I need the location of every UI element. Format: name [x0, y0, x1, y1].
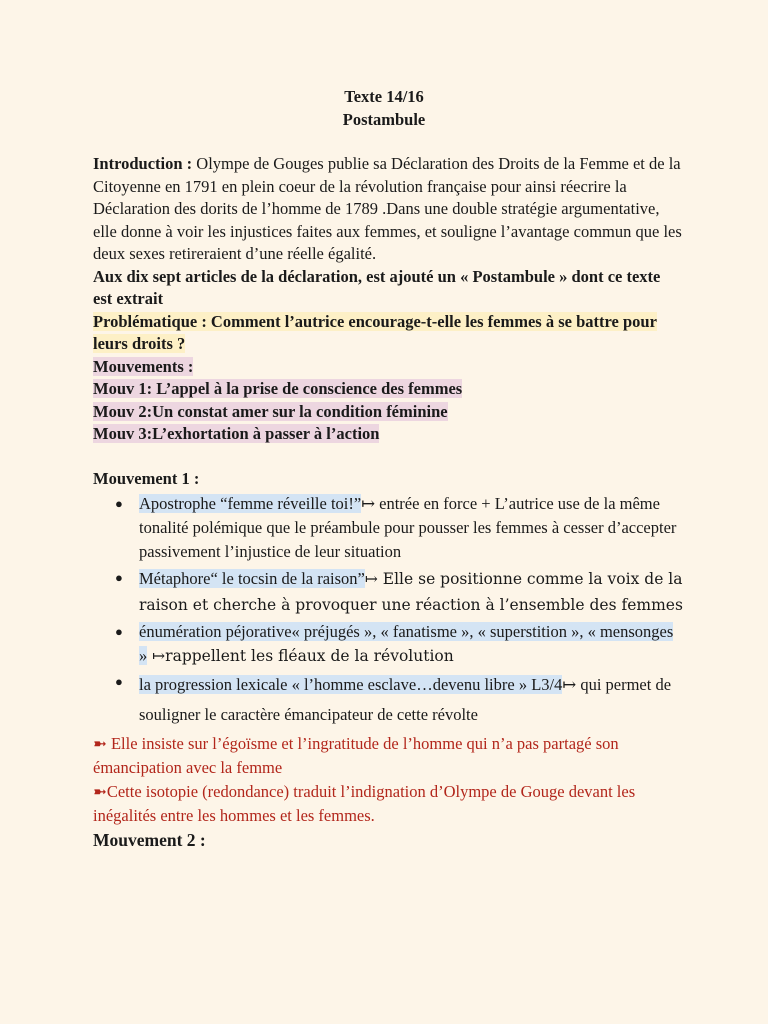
introduction-text: Olympe de Gouges publie sa Déclaration des Droits de la Femme et de la Citoyenne en 1791 en plein coeur de la révolution française pour ainsi réecrire la Déclaration des dorits de l’homme de 1789 .Dans une double stratégie argumentative, elle donne à voir les injustices faites aux femmes, et souligne l’avantage commun que les deux sexes retireraient d’une réelle égalité. — [93, 154, 682, 263]
document-body — [93, 153, 683, 852]
bullet-item — [93, 566, 683, 618]
bullet-icon: ● — [115, 569, 123, 585]
bullet-icon: ● — [115, 623, 123, 639]
bullet-text: ↦rappellent les fléaux de la révolution — [147, 646, 454, 665]
bullet-text: ↦ qui permet de souligner le caractère émancipateur de cette révolte — [139, 674, 672, 724]
mouvement-1-bullets — [93, 492, 683, 730]
bullet-icon: ● — [115, 495, 123, 511]
conclusion-line-1: ➼ Elle insiste sur l’égoïsme et l’ingratitude de l’homme qui n’a pas partagé son émancipation avec la femme — [93, 733, 619, 777]
mouvement-item-1 — [93, 378, 683, 401]
mouvement-item-1-text: Mouv 1: L’appel à la prise de conscience des femmes — [93, 379, 463, 398]
mouvement-1-heading: Mouvement 1 : — [93, 469, 200, 488]
mouvements-heading — [93, 356, 683, 379]
problematique — [93, 311, 683, 356]
mouvement-item-3 — [93, 423, 683, 446]
mouvement-item-2 — [93, 401, 683, 424]
document-title: Postambule — [342, 109, 426, 129]
mouvement-2-heading: Mouvement 2 : — [93, 829, 206, 850]
bullet-item — [93, 492, 683, 564]
bullet-highlight: énumération péjorative« préjugés », « fanatisme », « superstition », « mensonges » — [139, 621, 674, 665]
title-block — [0, 86, 768, 131]
bullet-highlight: Apostrophe “femme réveille toi!” — [139, 493, 362, 513]
mouvement-item-3-text: Mouv 3:L’exhortation à passer à l’action — [93, 424, 380, 443]
text-number-title: Texte 14/16 — [344, 87, 424, 106]
bullet-icon: ● — [115, 673, 123, 689]
bullet-item — [93, 620, 683, 668]
spacer — [93, 446, 683, 469]
postambule-note: Aux dix sept articles de la déclaration, est ajouté un « Postambule » dont ce texte est extrait — [93, 266, 661, 308]
conclusion-line-2: ➼Cette isotopie (redondance) traduit l’indignation d’Olympe de Gouge devant les inégalités entre les hommes et les femmes. — [93, 781, 636, 825]
bullet-highlight: Métaphore“ le tocsin de la raison” — [139, 568, 365, 588]
mouvement-item-2-text: Mouv 2:Un constat amer sur la condition féminine — [93, 401, 448, 421]
bullet-item — [93, 670, 683, 730]
bullet-highlight: la progression lexicale « l’homme esclave…devenu libre » L3/4 — [139, 674, 563, 694]
mouvements-heading-text: Mouvements : — [93, 356, 194, 376]
introduction-paragraph — [93, 153, 683, 266]
bullet-text: ↦ entrée en force + L’autrice use de la même tonalité polémique que le préambule pour pousser les femmes à cesser d’accepter passivement l’injustice de leur situation — [139, 493, 677, 561]
bullet-text: ↦ Elle se positionne comme la voix de la raison et cherche à provoquer une réaction à l’ensemble des femmes — [139, 569, 683, 614]
introduction-label: Introduction : — [93, 154, 193, 173]
problematique-text: Problématique : Comment l’autrice encourage-t-elle les femmes à se battre pour leurs droits ? — [93, 311, 657, 353]
